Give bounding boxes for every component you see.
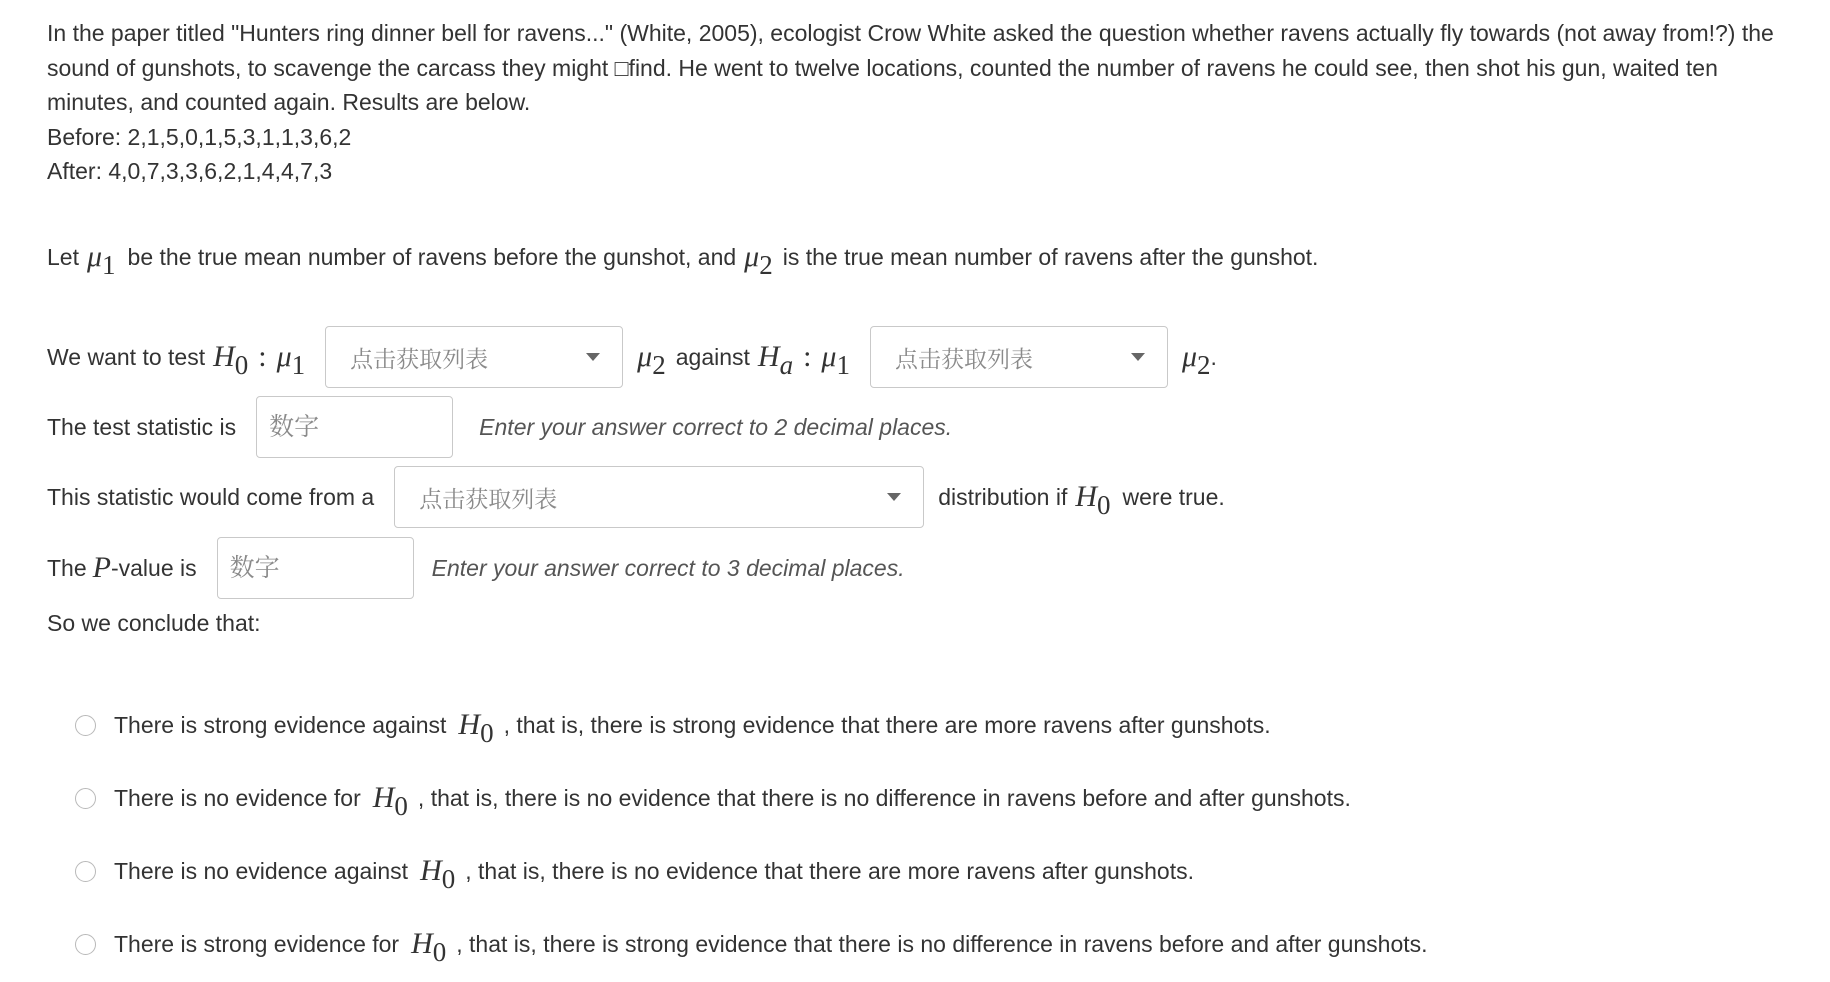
against-label: against xyxy=(675,343,750,370)
colon: : xyxy=(803,340,812,373)
option-text-before: There is strong evidence against xyxy=(114,711,447,738)
p-value-line xyxy=(47,537,905,599)
definition-line xyxy=(47,232,1318,282)
period: . xyxy=(1210,343,1217,370)
option-text-after: , that is, there is strong evidence that there are more ravens after gunshots. xyxy=(503,711,1271,738)
option-text-after: , that is, there is no evidence that there are more ravens after gunshots. xyxy=(465,857,1194,884)
radio-button[interactable] xyxy=(75,715,96,736)
option-text-after: , that is, there is no evidence that there is no difference in ravens before and after gunshots. xyxy=(417,784,1351,811)
option-text-after: , that is, there is strong evidence that there is no difference in ravens before and after gunshots. xyxy=(456,930,1428,957)
distribution-line xyxy=(47,466,1225,528)
conclusion-option[interactable] xyxy=(75,703,1271,747)
h0-symbol: H0 xyxy=(1075,480,1111,520)
mu-2: μ2 xyxy=(1181,340,1211,380)
p-value-suffix: -value is xyxy=(110,554,197,581)
intro-paragraph: In the paper titled "Hunters ring dinner bell for ravens..." (White, 2005), ecologist Crow White asked the question whether ravens actually fly towards (not away from!?) the sound of gunshots, to scavenge the carcass they might □find. He went to twelve locations, counted the number of ravens he could see, then shot his gun, waited ten minutes, and counted again. Results are below. xyxy=(47,20,1774,115)
radio-button[interactable] xyxy=(75,861,96,882)
h0-symbol: H0 xyxy=(420,854,456,894)
mu-1: μ1 xyxy=(276,340,306,380)
h0-symbol: H0 xyxy=(213,340,249,380)
select-placeholder: 点击获取列表 xyxy=(350,345,489,372)
hypothesis-line xyxy=(47,326,1217,388)
distribution-suffix: distribution if xyxy=(938,483,1068,510)
hypothesis-prefix: We want to test xyxy=(47,343,206,370)
h0-relation-select[interactable] xyxy=(325,326,623,388)
radio-button[interactable] xyxy=(75,934,96,955)
test-statistic-line xyxy=(47,396,952,458)
h0-symbol: H0 xyxy=(458,708,494,748)
mu-2: μ2 xyxy=(744,240,773,280)
definition-let: Let xyxy=(47,243,79,270)
distribution-select[interactable] xyxy=(394,466,924,528)
p-value-prefix: The xyxy=(47,554,87,581)
h0-symbol: H0 xyxy=(372,781,408,821)
ha-relation-select[interactable] xyxy=(870,326,1168,388)
colon: : xyxy=(258,340,267,373)
definition-end: is the true mean number of ravens after the gunshot. xyxy=(782,243,1319,270)
conclusion-option[interactable] xyxy=(75,922,1428,966)
test-statistic-hint: Enter your answer correct to 2 decimal places. xyxy=(479,413,953,440)
chevron-down-icon xyxy=(887,493,901,501)
conclusion-option[interactable] xyxy=(75,849,1194,893)
p-value-hint: Enter your answer correct to 3 decimal places. xyxy=(431,554,905,581)
conclusion-option[interactable] xyxy=(75,776,1351,820)
mu-2: μ2 xyxy=(637,340,666,380)
distribution-suffix-end: were true. xyxy=(1122,483,1225,510)
ha-symbol: Ha xyxy=(757,340,794,380)
after-data: After: 4,0,7,3,3,6,2,1,4,4,7,3 xyxy=(47,158,333,184)
test-statistic-input[interactable] xyxy=(256,396,453,458)
mu-1: μ1 xyxy=(86,240,116,280)
option-text-before: There is strong evidence for xyxy=(114,930,400,957)
h0-symbol: H0 xyxy=(411,927,447,967)
conclude-label: So we conclude that: xyxy=(47,609,261,636)
radio-button[interactable] xyxy=(75,788,96,809)
p-symbol: P xyxy=(92,551,111,584)
select-placeholder: 点击获取列表 xyxy=(894,345,1033,372)
intro-text xyxy=(47,16,1787,189)
p-value-input[interactable] xyxy=(217,537,414,599)
before-data: Before: 2,1,5,0,1,5,3,1,1,3,6,2 xyxy=(47,123,352,150)
mu-1: μ1 xyxy=(821,340,850,380)
definition-middle: be the true mean number of ravens before the gunshot, and xyxy=(127,243,737,270)
select-placeholder: 点击获取列表 xyxy=(419,485,558,512)
option-text-before: There is no evidence against xyxy=(114,857,409,884)
test-statistic-label: The test statistic is xyxy=(47,413,237,440)
distribution-prefix: This statistic would come from a xyxy=(47,483,375,510)
chevron-down-icon xyxy=(586,353,600,361)
option-text-before: There is no evidence for xyxy=(114,784,361,811)
chevron-down-icon xyxy=(1131,353,1145,361)
